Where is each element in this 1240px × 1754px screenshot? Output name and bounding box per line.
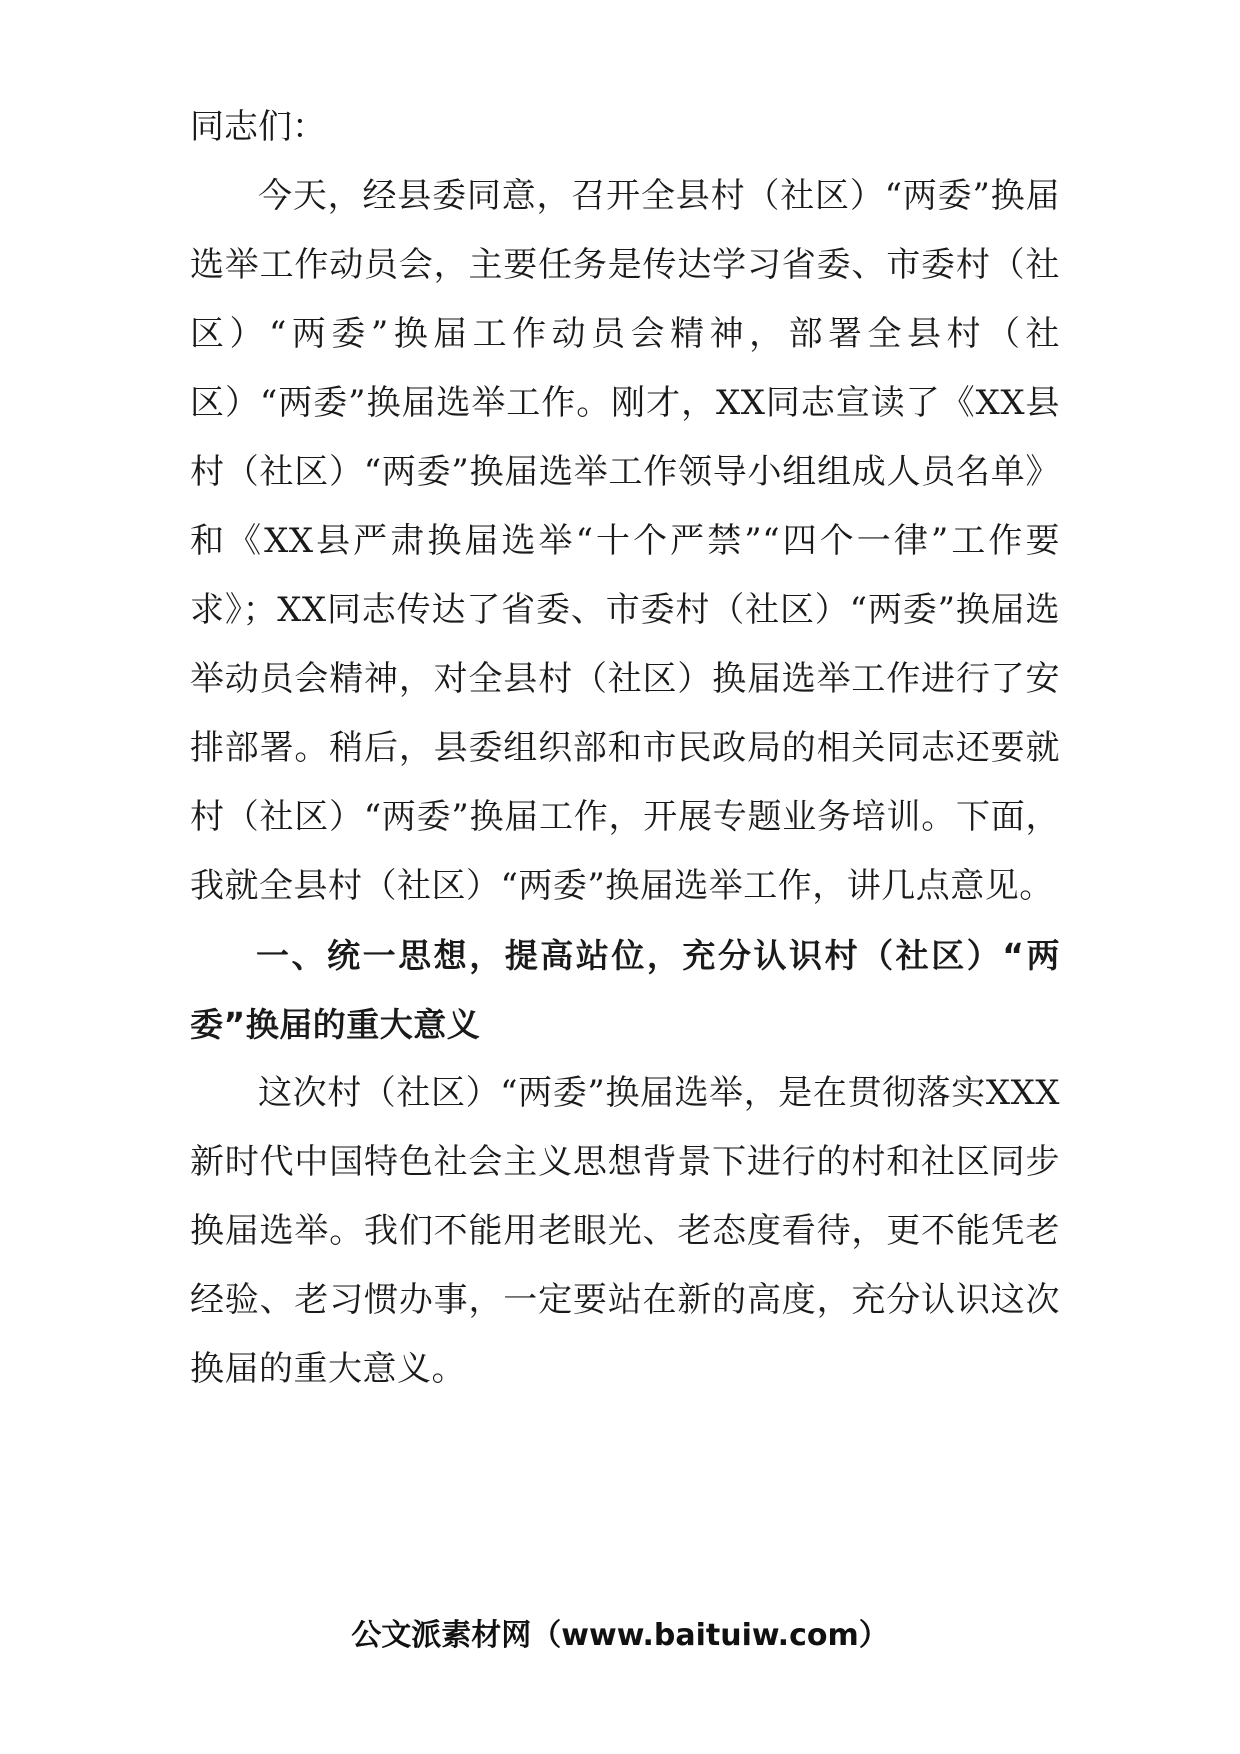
salutation: 同志们： (190, 107, 326, 147)
intro-paragraph: 今天，经县委同意，召开全县村（社区）“两委”换届选举工作动员会，主要任务是传达学习省委、市委村（社区）“两委”换届工作动员会精神，部署全县村（社区）“两委”换届选举工作。刚才，XX同志宣读了《XX县村（社区）“两委”换届选举工作领导小组组成人员名单》和《XX县严肃换届选举“十个严禁”“四个一律”工作要求》；XX同志传达了省委、市委村（社区）“两委”换届选举动员会精神，对全县村（社区）换届选举工作进行了安排部署。稍后，县委组织部和市民政局的相关同志还要就村（社区）“两委”换届工作，开展专题业务培训。下面，我就全县村（社区）“两委”换届选举工作，讲几点意见。 (190, 176, 1060, 906)
section-heading: 一、统一思想，提高站位，充分认识村（社区）“两委”换届的重大意义 (190, 936, 1060, 1044)
section-paragraph: 这次村（社区）“两委”换届选举，是在贯彻落实XXX新时代中国特色社会主义思想背景下进行的村和社区同步换届选举。我们不能用老眼光、老态度看待，更不能凭老经验、老习惯办事，一定要站在新的高度，充分认识这次换届的重大意义。 (190, 1073, 1060, 1389)
footer-watermark: 公文派素材网（www.baituiw.com） (351, 1618, 889, 1653)
document-body (190, 92, 1060, 1404)
